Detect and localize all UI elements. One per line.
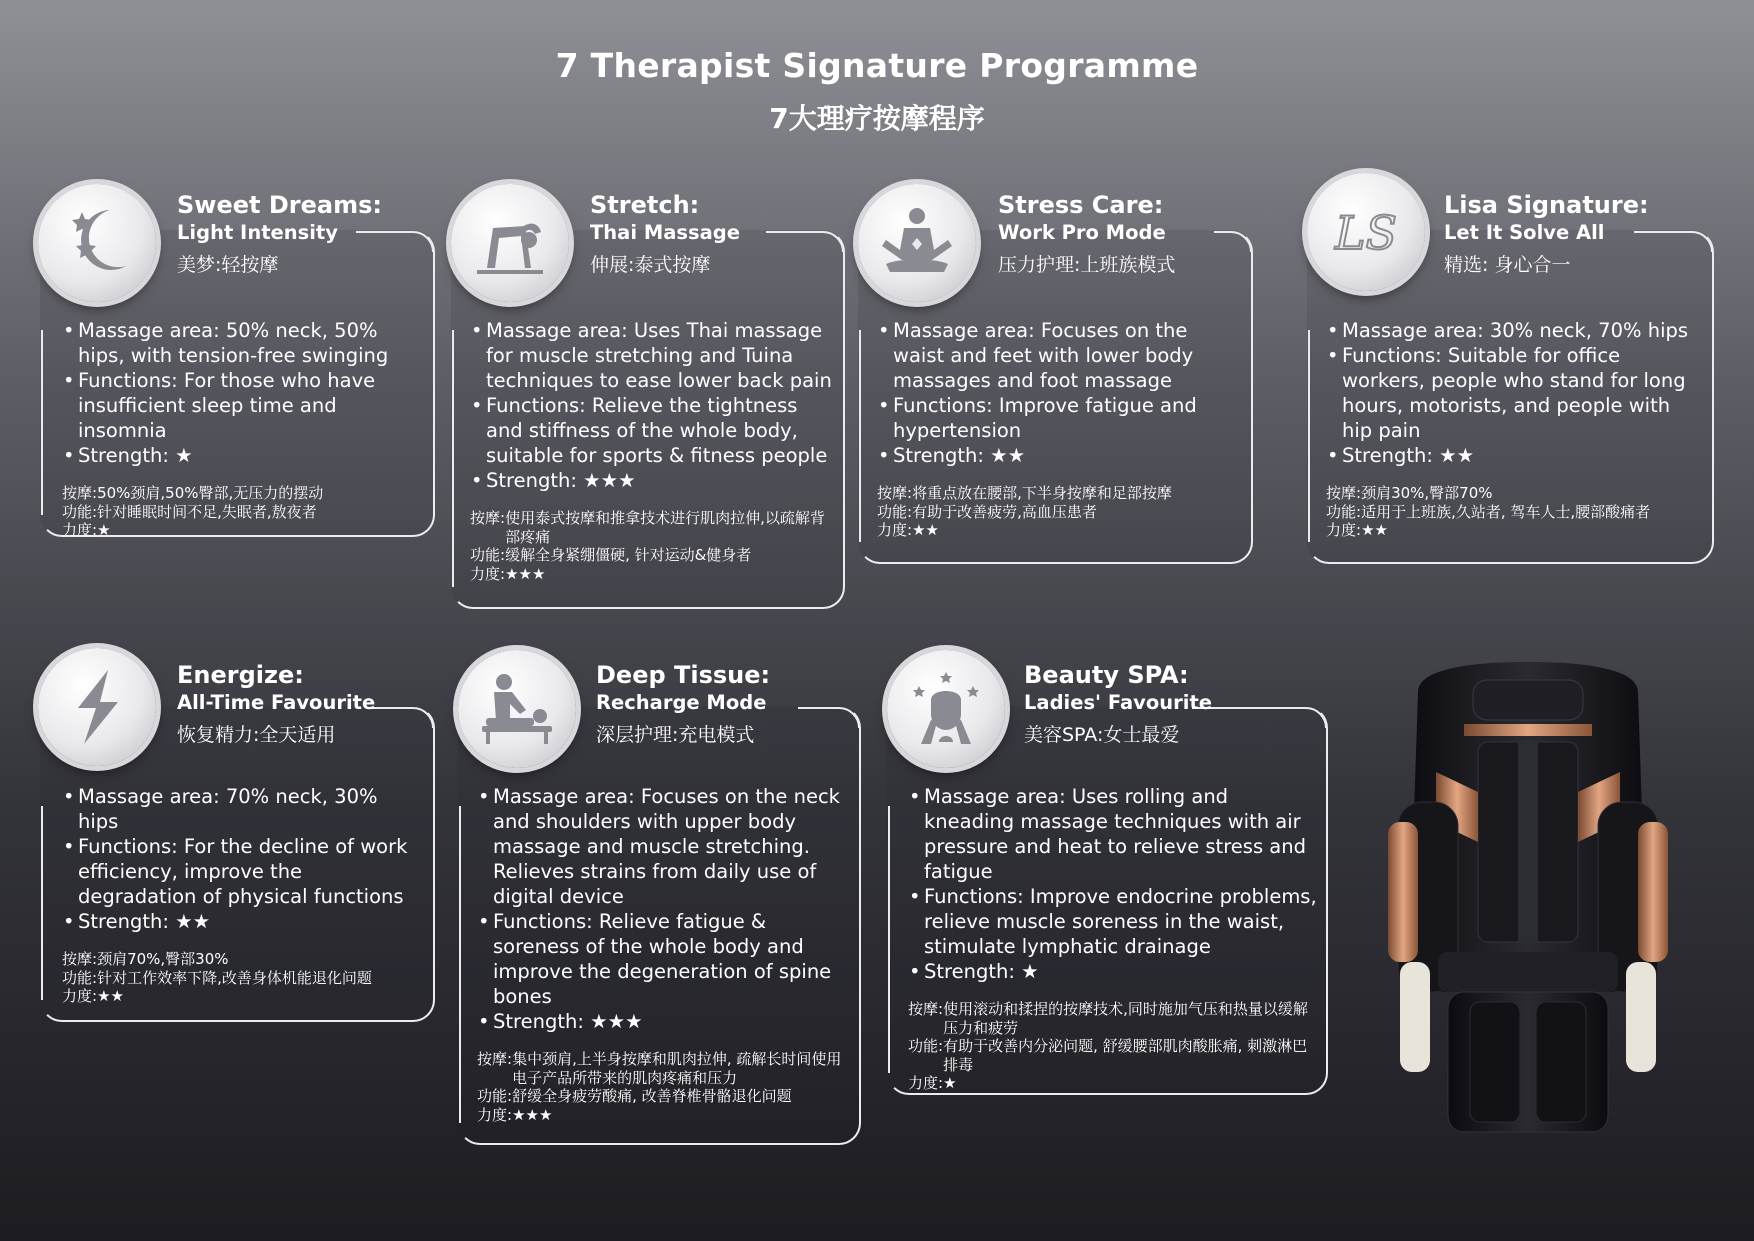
- cn-massage: 使用滚动和揉捏的按摩技术,同时施加气压和热量以缓解压力和疲劳: [943, 1000, 1308, 1037]
- functions-point: • Functions: Improve fatigue and hypertension: [877, 393, 1243, 443]
- programme-title-chinese: 精选: 身心合一: [1444, 254, 1571, 276]
- programme-details: [908, 784, 1318, 1093]
- chinese-notes: 按摩: 50%颈肩,50%臀部,无压力的摆动 功能: 针对睡眠时间不足,失眠者,敖夜者 力度: ★: [62, 484, 422, 540]
- cn-strength: ★★: [97, 987, 124, 1005]
- programme-heading: [998, 190, 1175, 280]
- programme-subtitle: Light Intensity: [177, 221, 338, 244]
- functions-point: • Functions: For the decline of work efficiency, improve the degradation of physical functions: [62, 834, 422, 909]
- cn-functions: 有助于改善内分泌问题, 舒缓腰部肌肉酸胀痛, 刺激淋巴排毒: [943, 1037, 1308, 1074]
- chinese-notes: 按摩: 颈肩70%,臀部30% 功能: 针对工作效率下降,改善身体机能退化问题 力度: ★★: [62, 950, 422, 1006]
- stretch-pose-icon: [451, 184, 569, 302]
- programme-subtitle: Work Pro Mode: [998, 221, 1166, 244]
- massage-area-point: • Massage area: Focuses on the waist and feet with lower body massages and foot massage: [877, 318, 1243, 393]
- deep-tissue-massage-icon: [458, 650, 576, 768]
- programme-details: [877, 318, 1243, 540]
- massage-chair-image: [1378, 662, 1678, 1142]
- massage-area-point: • Massage area: 50% neck, 50% hips, with tension-free swinging: [62, 318, 422, 368]
- programme-subtitle: Ladies' Favourite: [1024, 691, 1212, 714]
- chinese-notes: 按摩: 使用泰式按摩和推拿技术进行肌肉拉伸,以疏解背部疼痛 功能: 缓解全身紧绷僵硬, 针对运动&健身者 力度: ★★★: [470, 509, 834, 583]
- cn-strength: ★★: [1361, 521, 1388, 539]
- cn-functions: 适用于上班族,久站者, 驾车人士,腰部酸痛者: [1361, 502, 1651, 521]
- cn-strength: ★★: [912, 521, 939, 539]
- programme-title-chinese: 伸展:泰式按摩: [590, 254, 711, 276]
- programme-title-chinese: 压力护理:上班族模式: [998, 254, 1176, 276]
- cn-massage: 集中颈肩,上半身按摩和肌肉拉伸, 疏解长时间使用电子产品所带来的肌肉疼痛和压力: [512, 1050, 842, 1087]
- chinese-notes: 按摩: 将重点放在腰部,下半身按摩和足部按摩 功能: 有助于改善疲劳,高血压患者 力度: ★★: [877, 484, 1243, 540]
- programme-details: [477, 784, 851, 1124]
- cn-massage: 使用泰式按摩和推拿技术进行肌肉拉伸,以疏解背部疼痛: [505, 509, 825, 546]
- programme-details: [62, 318, 422, 540]
- cn-functions: 有助于改善疲劳,高血压患者: [912, 502, 1097, 521]
- programme-title: Beauty SPA:: [1024, 661, 1189, 689]
- chinese-notes: 按摩: 使用滚动和揉捏的按摩技术,同时施加气压和热量以缓解压力和疲劳 功能: 有助于改善内分泌问题, 舒缓腰部肌肉酸胀痛, 刺激淋巴排毒 力度: ★: [908, 1000, 1318, 1093]
- programme-details: [470, 318, 834, 583]
- moon-stars-icon: [38, 184, 156, 302]
- programme-heading: [590, 190, 740, 280]
- programme-title-chinese: 深层护理:充电模式: [596, 724, 755, 746]
- meditation-icon: [858, 184, 976, 302]
- strength-point: • Strength: ★★: [62, 909, 422, 934]
- programme-title-chinese: 恢复精力:全天适用: [177, 724, 336, 746]
- massage-area-point: • Massage area: Uses rolling and kneading massage techniques with air pressure and heat to relieve stress and fatigue: [908, 784, 1318, 884]
- strength-point: • Strength: ★★★: [477, 1009, 851, 1034]
- programme-subtitle: All-Time Favourite: [177, 691, 376, 714]
- massage-area-point: • Massage area: 70% neck, 30% hips: [62, 784, 422, 834]
- massage-area-point: • Massage area: Uses Thai massage for muscle stretching and Tuina techniques to ease lower back pain: [470, 318, 834, 393]
- programme-title: Stress Care:: [998, 191, 1164, 219]
- svg-text:LS: LS: [1334, 206, 1398, 260]
- functions-point: • Functions: Relieve the tightness and stiffness of the whole body, suitable for sports & fitness people: [470, 393, 834, 468]
- programme-subtitle: Recharge Mode: [596, 691, 767, 714]
- cn-functions: 针对睡眠时间不足,失眠者,敖夜者: [97, 502, 317, 521]
- cn-strength: ★★★: [505, 564, 546, 583]
- programme-heading: [1024, 660, 1212, 750]
- ls-monogram-icon: [1307, 173, 1425, 291]
- cn-strength: ★: [97, 521, 111, 539]
- strength-point: • Strength: ★: [62, 443, 422, 468]
- strength-point: • Strength: ★: [908, 959, 1318, 984]
- programme-heading: [596, 660, 770, 750]
- programme-heading: [177, 660, 375, 750]
- chinese-notes: 按摩: 颈肩30%,臀部70% 功能: 适用于上班族,久站者, 驾车人士,腰部酸痛者 力度: ★★: [1326, 484, 1702, 540]
- functions-point: • Functions: Improve endocrine problems, relieve muscle soreness in the waist, stimulate lymphatic drainage: [908, 884, 1318, 959]
- functions-point: • Functions: For those who have insufficient sleep time and insomnia: [62, 368, 422, 443]
- cn-functions: 缓解全身紧绷僵硬, 针对运动&健身者: [505, 546, 752, 564]
- page-header: [0, 46, 1754, 137]
- cn-strength: ★★★: [512, 1105, 553, 1124]
- cn-strength: ★: [943, 1074, 957, 1092]
- programme-subtitle: Thai Massage: [590, 221, 740, 244]
- massage-area-point: • Massage area: Focuses on the neck and shoulders with upper body massage and muscle stretching. Relieves strains from daily use of digital device: [477, 784, 851, 909]
- programme-subtitle: Let It Solve All: [1444, 221, 1605, 244]
- page-title: 7 Therapist Signature Programme: [555, 46, 1199, 85]
- cn-massage: 将重点放在腰部,下半身按摩和足部按摩: [912, 484, 1172, 502]
- cn-massage: 颈肩70%,臀部30%: [97, 950, 229, 968]
- programme-heading: [177, 190, 382, 280]
- cn-massage: 50%颈肩,50%臀部,无压力的摆动: [97, 484, 324, 502]
- programme-details: [62, 784, 422, 1006]
- cn-functions: 舒缓全身疲劳酸痛, 改善脊椎骨骼退化问题: [512, 1087, 792, 1105]
- cn-functions: 针对工作效率下降,改善身体机能退化问题: [97, 968, 372, 987]
- programme-title-chinese: 美梦:轻按摩: [177, 254, 279, 276]
- cn-massage: 颈肩30%,臀部70%: [1361, 484, 1493, 502]
- programme-title: Sweet Dreams:: [177, 191, 382, 219]
- programme-heading: [1444, 190, 1649, 280]
- lightning-bolt-icon: [38, 648, 156, 766]
- functions-point: • Functions: Suitable for office workers, people who stand for long hours, motorists, and people with hip pain: [1326, 343, 1702, 443]
- programme-title-chinese: 美容SPA:女士最爱: [1024, 724, 1180, 746]
- programme-title: Lisa Signature:: [1444, 191, 1649, 219]
- functions-point: • Functions: Relieve fatigue & soreness of the whole body and improve the degeneration of spine bones: [477, 909, 851, 1009]
- page-title-chinese: 7大理疗按摩程序: [769, 102, 985, 135]
- strength-point: • Strength: ★★★: [470, 468, 834, 493]
- strength-point: • Strength: ★★: [877, 443, 1243, 468]
- programme-title: Stretch:: [590, 191, 700, 219]
- massage-area-point: • Massage area: 30% neck, 70% hips: [1326, 318, 1702, 343]
- programme-title: Deep Tissue:: [596, 661, 771, 689]
- chinese-notes: 按摩: 集中颈肩,上半身按摩和肌肉拉伸, 疏解长时间使用电子产品所带来的肌肉疼痛和压力 功能: 舒缓全身疲劳酸痛, 改善脊椎骨骼退化问题 力度: ★★★: [477, 1050, 851, 1124]
- programme-title: Energize:: [177, 661, 304, 689]
- programme-details: [1326, 318, 1702, 540]
- facial-spa-icon: [887, 650, 1005, 768]
- strength-point: • Strength: ★★: [1326, 443, 1702, 468]
